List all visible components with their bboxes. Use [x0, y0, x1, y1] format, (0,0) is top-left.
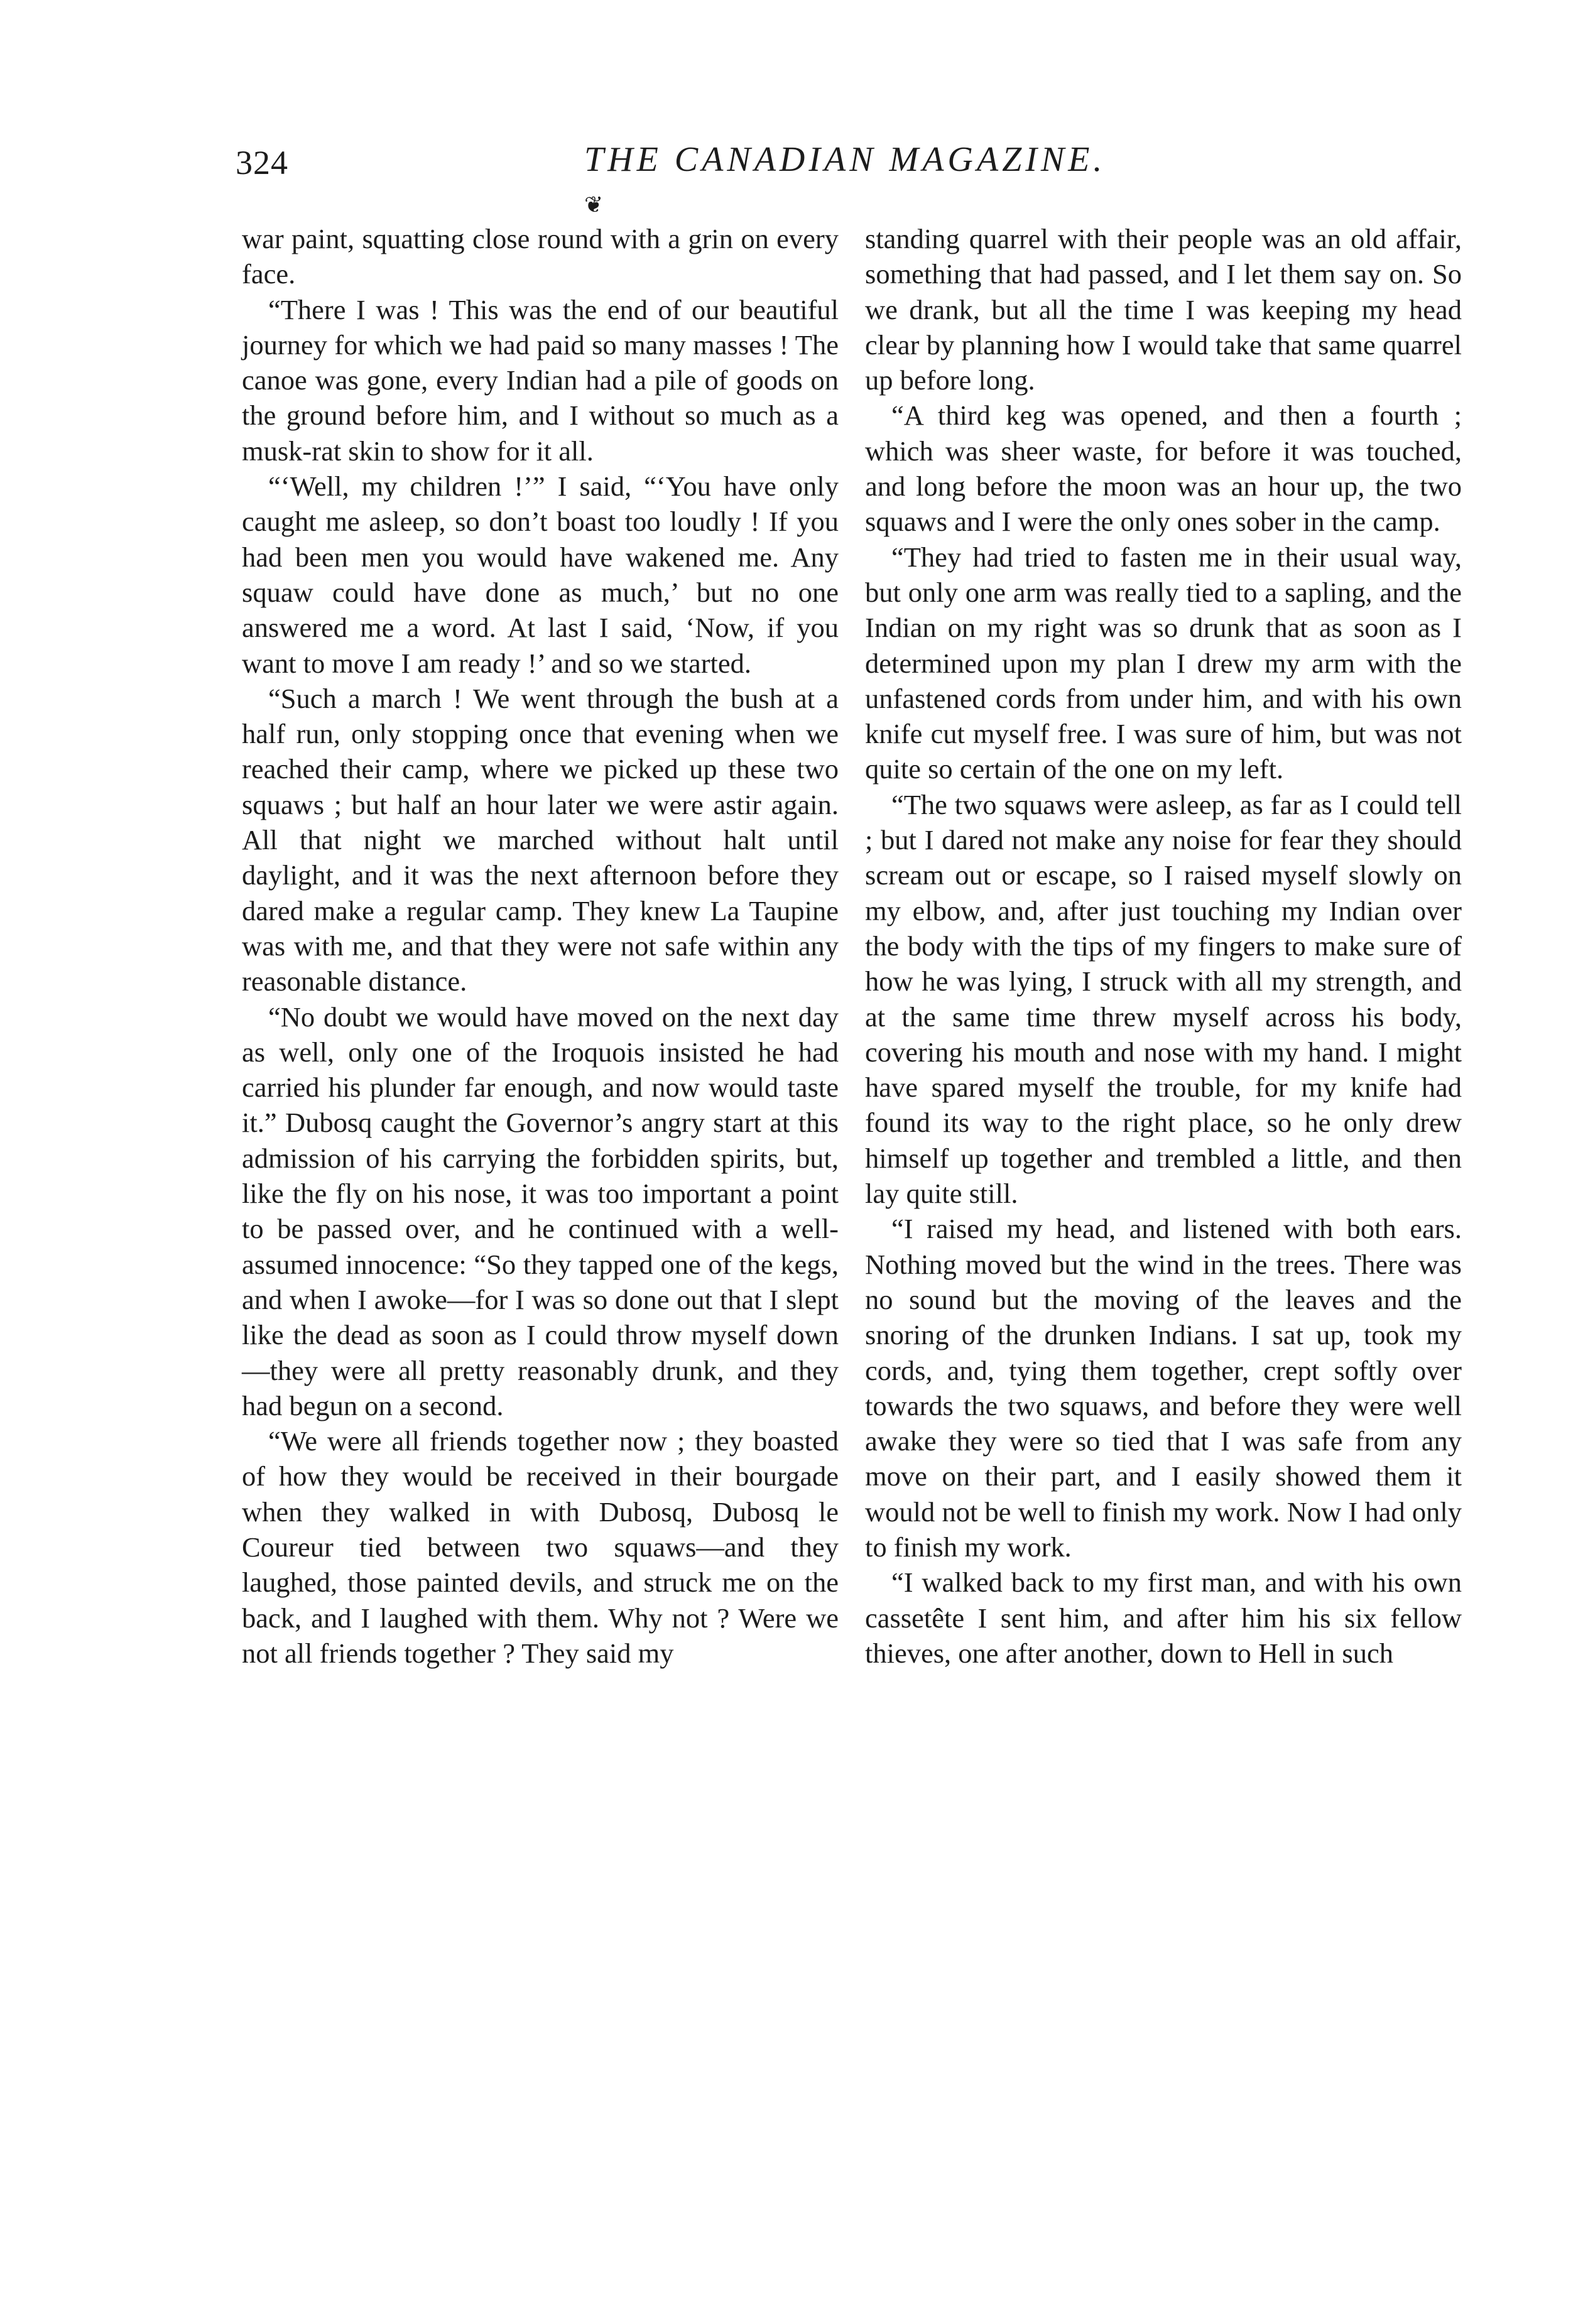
paragraph: war paint, squatting close round with a grin on every face.: [242, 223, 839, 290]
paragraph: “A third keg was opened, and then a fourth ; which was sheer waste, for before it was touched, and long before the moon was an hour up, the two squaws and I were the only ones sober in the camp.: [865, 399, 1462, 538]
paragraph: “The two squaws were asleep, as far as I could tell ; but I dared not make any noise for fear they should scream out or escape, so I raised myself slowly on my elbow, and, after just touching my Indian over the body with the tips of my fingers to make sure of how he was lying, I struck with all my strength, and at the same time threw myself across his body, covering his mouth and nose with my hand. I might have spared myself the trouble, for my knife had found its way to the right place, so he only drew himself up together and trembled a little, and then lay quite still.: [865, 788, 1462, 1210]
paragraph: “‘Well, my children !’” I said, “‘You have only caught me asleep, so don’t boast too loudly ! If you had been men you would have wakened me. Any squaw could have done as much,’ but no one answered me a word. At last I said, ‘Now, if you want to move I am ready !’ and so we started.: [242, 470, 839, 679]
paragraph: “I walked back to my first man, and with his own cassetête I sent him, and after him his six fellow thieves, one after another, down to Hell in such: [865, 1567, 1462, 1669]
paragraph: “There I was ! This was the end of our beautiful journey for which we had paid so many masses ! The canoe was gone, every Indian had a pile of goods on the ground before him, and I without so much as a musk-rat skin to show for it all.: [242, 293, 839, 467]
left-column: [242, 221, 839, 1671]
paragraph: “I raised my head, and listened with both ears. Nothing moved but the wind in the trees. There was no sound but the moving of the leaves and the snoring of the drunken Indians. I sat up, took my cords, and, tying them together, crept softly over towards the two squaws, and before they were well awake they were so tied that I was safe from any move on their part, and I easily showed them it would not be well to finish my work. Now I had only to finish my work.: [865, 1213, 1462, 1563]
ornament-icon: ❦: [584, 192, 604, 217]
paragraph: “No doubt we would have moved on the next day as well, only one of the Iroquois insisted he had carried his plunder far enough, and now would taste it.” Dubosq caught the Governor’s angry start at this admission of his carrying the forbidden spirits, but, like the fly on his nose, it was too important a point to be passed over, and he continued with a well-assumed innocence: “So they tapped one of the kegs, and when I awoke—for I was so done out that I slept like the dead as soon as I could throw myself down—they were all pretty reasonably drunk, and they had begun on a second.: [242, 1001, 839, 1421]
running-title: THE CANADIAN MAGAZINE.: [584, 140, 1106, 179]
paragraph: “Such a march ! We went through the bush at a half run, only stopping once that evening when we reached their camp, where we picked up these two squaws ; but half an hour later we were astir again. All that night we marched without halt until daylight, and it was the next afternoon before they dared make a regular camp. They knew La Taupine was with me, and that they were not safe within any reasonable distance.: [242, 682, 839, 997]
paragraph: standing quarrel with their people was an old affair, something that had passed, and I let them say on. So we drank, but all the time I was keeping my head clear by planning how I would take that same quarrel up before long.: [865, 223, 1462, 396]
paragraph: “We were all friends together now ; they boasted of how they would be received in their bourgade when they walked in with Dubosq, Dubosq le Coureur tied between two squaws—and they laughed, those painted devils, and struck me on the back, and I laughed with them. Why not ? Were we not all friends together ? They said my: [242, 1425, 839, 1669]
page-number: 324: [236, 144, 288, 182]
paragraph: “They had tried to fasten me in their usual way, but only one arm was really tied to a sapling, and the Indian on my right was so drunk that as soon as I determined upon my plan I drew my arm with the unfastened cords from under him, and with his own knife cut myself free. I was sure of him, but was not quite so certain of the one on my left.: [865, 541, 1462, 785]
right-column: [865, 221, 1462, 1671]
